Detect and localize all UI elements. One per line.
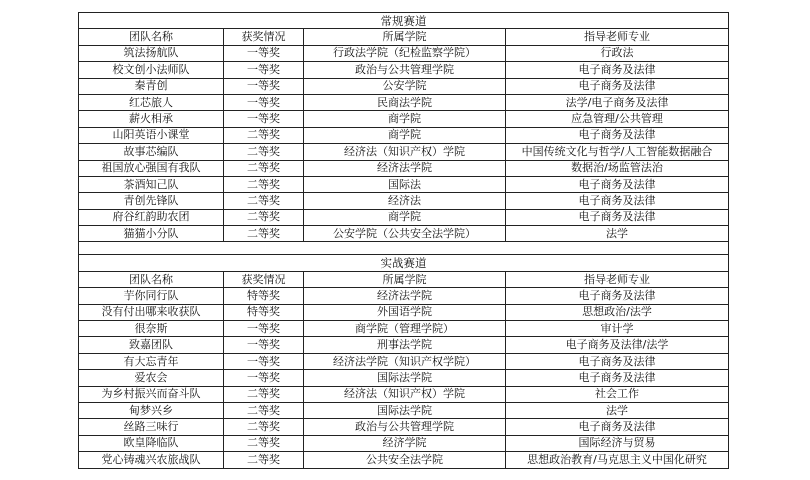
- college-cell: 商学院: [304, 209, 506, 225]
- table-row: [79, 193, 729, 209]
- advisor-major-cell: 思想政治/法学: [506, 304, 729, 320]
- table-row: [79, 435, 729, 451]
- advisor-major-cell: 法学/电子商务及法律: [506, 94, 729, 110]
- award-cell: 一等奖: [224, 111, 304, 127]
- table-row: [79, 160, 729, 176]
- header-advisor-major: 指导老师专业: [506, 29, 729, 45]
- award-cell: 二等奖: [224, 160, 304, 176]
- college-cell: 公安学院: [304, 78, 506, 94]
- table-row: [79, 78, 729, 94]
- award-cell: 一等奖: [224, 353, 304, 369]
- team-name-cell: 致嘉团队: [79, 337, 224, 353]
- advisor-major-cell: 电子商务及法律: [506, 193, 729, 209]
- advisor-major-cell: 思想政治教育/马克思主义中国化研究: [506, 452, 729, 468]
- award-cell: 特等奖: [224, 288, 304, 304]
- header-award: 获奖情况: [224, 29, 304, 45]
- header-team-name: 团队名称: [79, 29, 224, 45]
- college-cell: 经济法: [304, 193, 506, 209]
- advisor-major-cell: 电子商务及法律: [506, 370, 729, 386]
- header-award: 获奖情况: [224, 271, 304, 287]
- college-cell: 行政法学院（纪检监察学院）: [304, 45, 506, 61]
- table-row: [79, 353, 729, 369]
- award-cell: 一等奖: [224, 94, 304, 110]
- college-cell: 商学院: [304, 127, 506, 143]
- section-title: 实战赛道: [79, 255, 729, 271]
- table-row: [79, 144, 729, 160]
- advisor-major-cell: 电子商务及法律: [506, 353, 729, 369]
- team-name-cell: 欧皇降临队: [79, 435, 224, 451]
- team-name-cell: 秦青创: [79, 78, 224, 94]
- table-row: [79, 321, 729, 337]
- award-cell: 二等奖: [224, 209, 304, 225]
- team-name-cell: 故事芯编队: [79, 144, 224, 160]
- header-college: 所属学院: [304, 271, 506, 287]
- team-name-cell: 甸梦兴乡: [79, 402, 224, 418]
- advisor-major-cell: 法学: [506, 226, 729, 242]
- award-cell: 一等奖: [224, 45, 304, 61]
- team-name-cell: 为乡村振兴而奋斗队: [79, 386, 224, 402]
- college-cell: 刑事法学院: [304, 337, 506, 353]
- section-gap: [79, 242, 729, 255]
- college-cell: 外国语学院: [304, 304, 506, 320]
- college-cell: 商学院: [304, 111, 506, 127]
- team-name-cell: 校文创小法师队: [79, 62, 224, 78]
- table-row: [79, 419, 729, 435]
- table-row: [79, 111, 729, 127]
- table-row: [79, 370, 729, 386]
- advisor-major-cell: 国际经济与贸易: [506, 435, 729, 451]
- team-name-cell: 爱农会: [79, 370, 224, 386]
- team-name-cell: 青创先锋队: [79, 193, 224, 209]
- advisor-major-cell: 电子商务及法律/法学: [506, 337, 729, 353]
- award-cell: 二等奖: [224, 127, 304, 143]
- college-cell: 国际法: [304, 176, 506, 192]
- team-name-cell: 筑法扬航队: [79, 45, 224, 61]
- advisor-major-cell: 审计学: [506, 321, 729, 337]
- award-cell: 二等奖: [224, 176, 304, 192]
- advisor-major-cell: 社会工作: [506, 386, 729, 402]
- award-cell: 二等奖: [224, 419, 304, 435]
- section-gap-cell: [79, 242, 729, 255]
- header-team-name: 团队名称: [79, 271, 224, 287]
- team-name-cell: 山阳英语小课堂: [79, 127, 224, 143]
- advisor-major-cell: 电子商务及法律: [506, 62, 729, 78]
- team-name-cell: 党心铸魂兴农旅战队: [79, 452, 224, 468]
- advisor-major-cell: 中国传统文化与哲学/人工智能数据融合: [506, 144, 729, 160]
- college-cell: 民商法学院: [304, 94, 506, 110]
- award-cell: 一等奖: [224, 370, 304, 386]
- award-cell: 一等奖: [224, 78, 304, 94]
- team-name-cell: 猫猫小分队: [79, 226, 224, 242]
- advisor-major-cell: 电子商务及法律: [506, 288, 729, 304]
- college-cell: 国际法学院: [304, 402, 506, 418]
- section-title-row: [79, 255, 729, 271]
- table-row: [79, 304, 729, 320]
- section-title: 常规赛道: [79, 13, 729, 29]
- award-cell: 二等奖: [224, 452, 304, 468]
- team-name-cell: 薪火相承: [79, 111, 224, 127]
- table-row: [79, 402, 729, 418]
- header-advisor-major: 指导老师专业: [506, 271, 729, 287]
- advisor-major-cell: 行政法: [506, 45, 729, 61]
- award-cell: 二等奖: [224, 226, 304, 242]
- advisor-major-cell: 电子商务及法律: [506, 419, 729, 435]
- team-name-cell: 丝路三味行: [79, 419, 224, 435]
- team-name-cell: 府谷红韵助农团: [79, 209, 224, 225]
- advisor-major-cell: 法学: [506, 402, 729, 418]
- college-cell: 经济法学院（知识产权学院）: [304, 353, 506, 369]
- advisor-major-cell: 电子商务及法律: [506, 176, 729, 192]
- college-cell: 商学院（管理学院）: [304, 321, 506, 337]
- advisor-major-cell: 电子商务及法律: [506, 78, 729, 94]
- college-cell: 经济法学院: [304, 160, 506, 176]
- table-header-row: [79, 29, 729, 45]
- college-cell: 政治与公共管理学院: [304, 419, 506, 435]
- advisor-major-cell: 应急管理/公共管理: [506, 111, 729, 127]
- table-row: [79, 94, 729, 110]
- table-row: [79, 209, 729, 225]
- award-cell: 二等奖: [224, 144, 304, 160]
- header-college: 所属学院: [304, 29, 506, 45]
- table-row: [79, 176, 729, 192]
- award-sheet: [78, 12, 728, 469]
- college-cell: 经济法（知识产权）学院: [304, 386, 506, 402]
- advisor-major-cell: 电子商务及法律: [506, 127, 729, 143]
- section-title-row: [79, 13, 729, 29]
- table-row: [79, 45, 729, 61]
- team-name-cell: 没有付出哪来收获队: [79, 304, 224, 320]
- table-row: [79, 62, 729, 78]
- college-cell: 国际法学院: [304, 370, 506, 386]
- award-cell: 一等奖: [224, 62, 304, 78]
- college-cell: 公安学院（公共安全法学院）: [304, 226, 506, 242]
- table-row: [79, 127, 729, 143]
- college-cell: 政治与公共管理学院: [304, 62, 506, 78]
- team-name-cell: 茶酒知己队: [79, 176, 224, 192]
- award-cell: 二等奖: [224, 402, 304, 418]
- team-name-cell: 芋你同行队: [79, 288, 224, 304]
- college-cell: 经济法学院: [304, 288, 506, 304]
- award-cell: 特等奖: [224, 304, 304, 320]
- awards-table: [78, 12, 729, 469]
- team-name-cell: 很奈斯: [79, 321, 224, 337]
- table-header-row: [79, 271, 729, 287]
- advisor-major-cell: 数据治/场监管法治: [506, 160, 729, 176]
- table-row: [79, 452, 729, 468]
- college-cell: 经济法（知识产权）学院: [304, 144, 506, 160]
- table-row: [79, 337, 729, 353]
- award-cell: 二等奖: [224, 386, 304, 402]
- table-row: [79, 226, 729, 242]
- college-cell: 经济学院: [304, 435, 506, 451]
- advisor-major-cell: 电子商务及法律: [506, 209, 729, 225]
- team-name-cell: 红芯旅人: [79, 94, 224, 110]
- award-cell: 一等奖: [224, 321, 304, 337]
- college-cell: 公共安全法学院: [304, 452, 506, 468]
- team-name-cell: 祖国放心强国有我队: [79, 160, 224, 176]
- table-row: [79, 288, 729, 304]
- table-row: [79, 386, 729, 402]
- team-name-cell: 有大忘青年: [79, 353, 224, 369]
- award-cell: 二等奖: [224, 193, 304, 209]
- award-cell: 一等奖: [224, 337, 304, 353]
- award-cell: 二等奖: [224, 435, 304, 451]
